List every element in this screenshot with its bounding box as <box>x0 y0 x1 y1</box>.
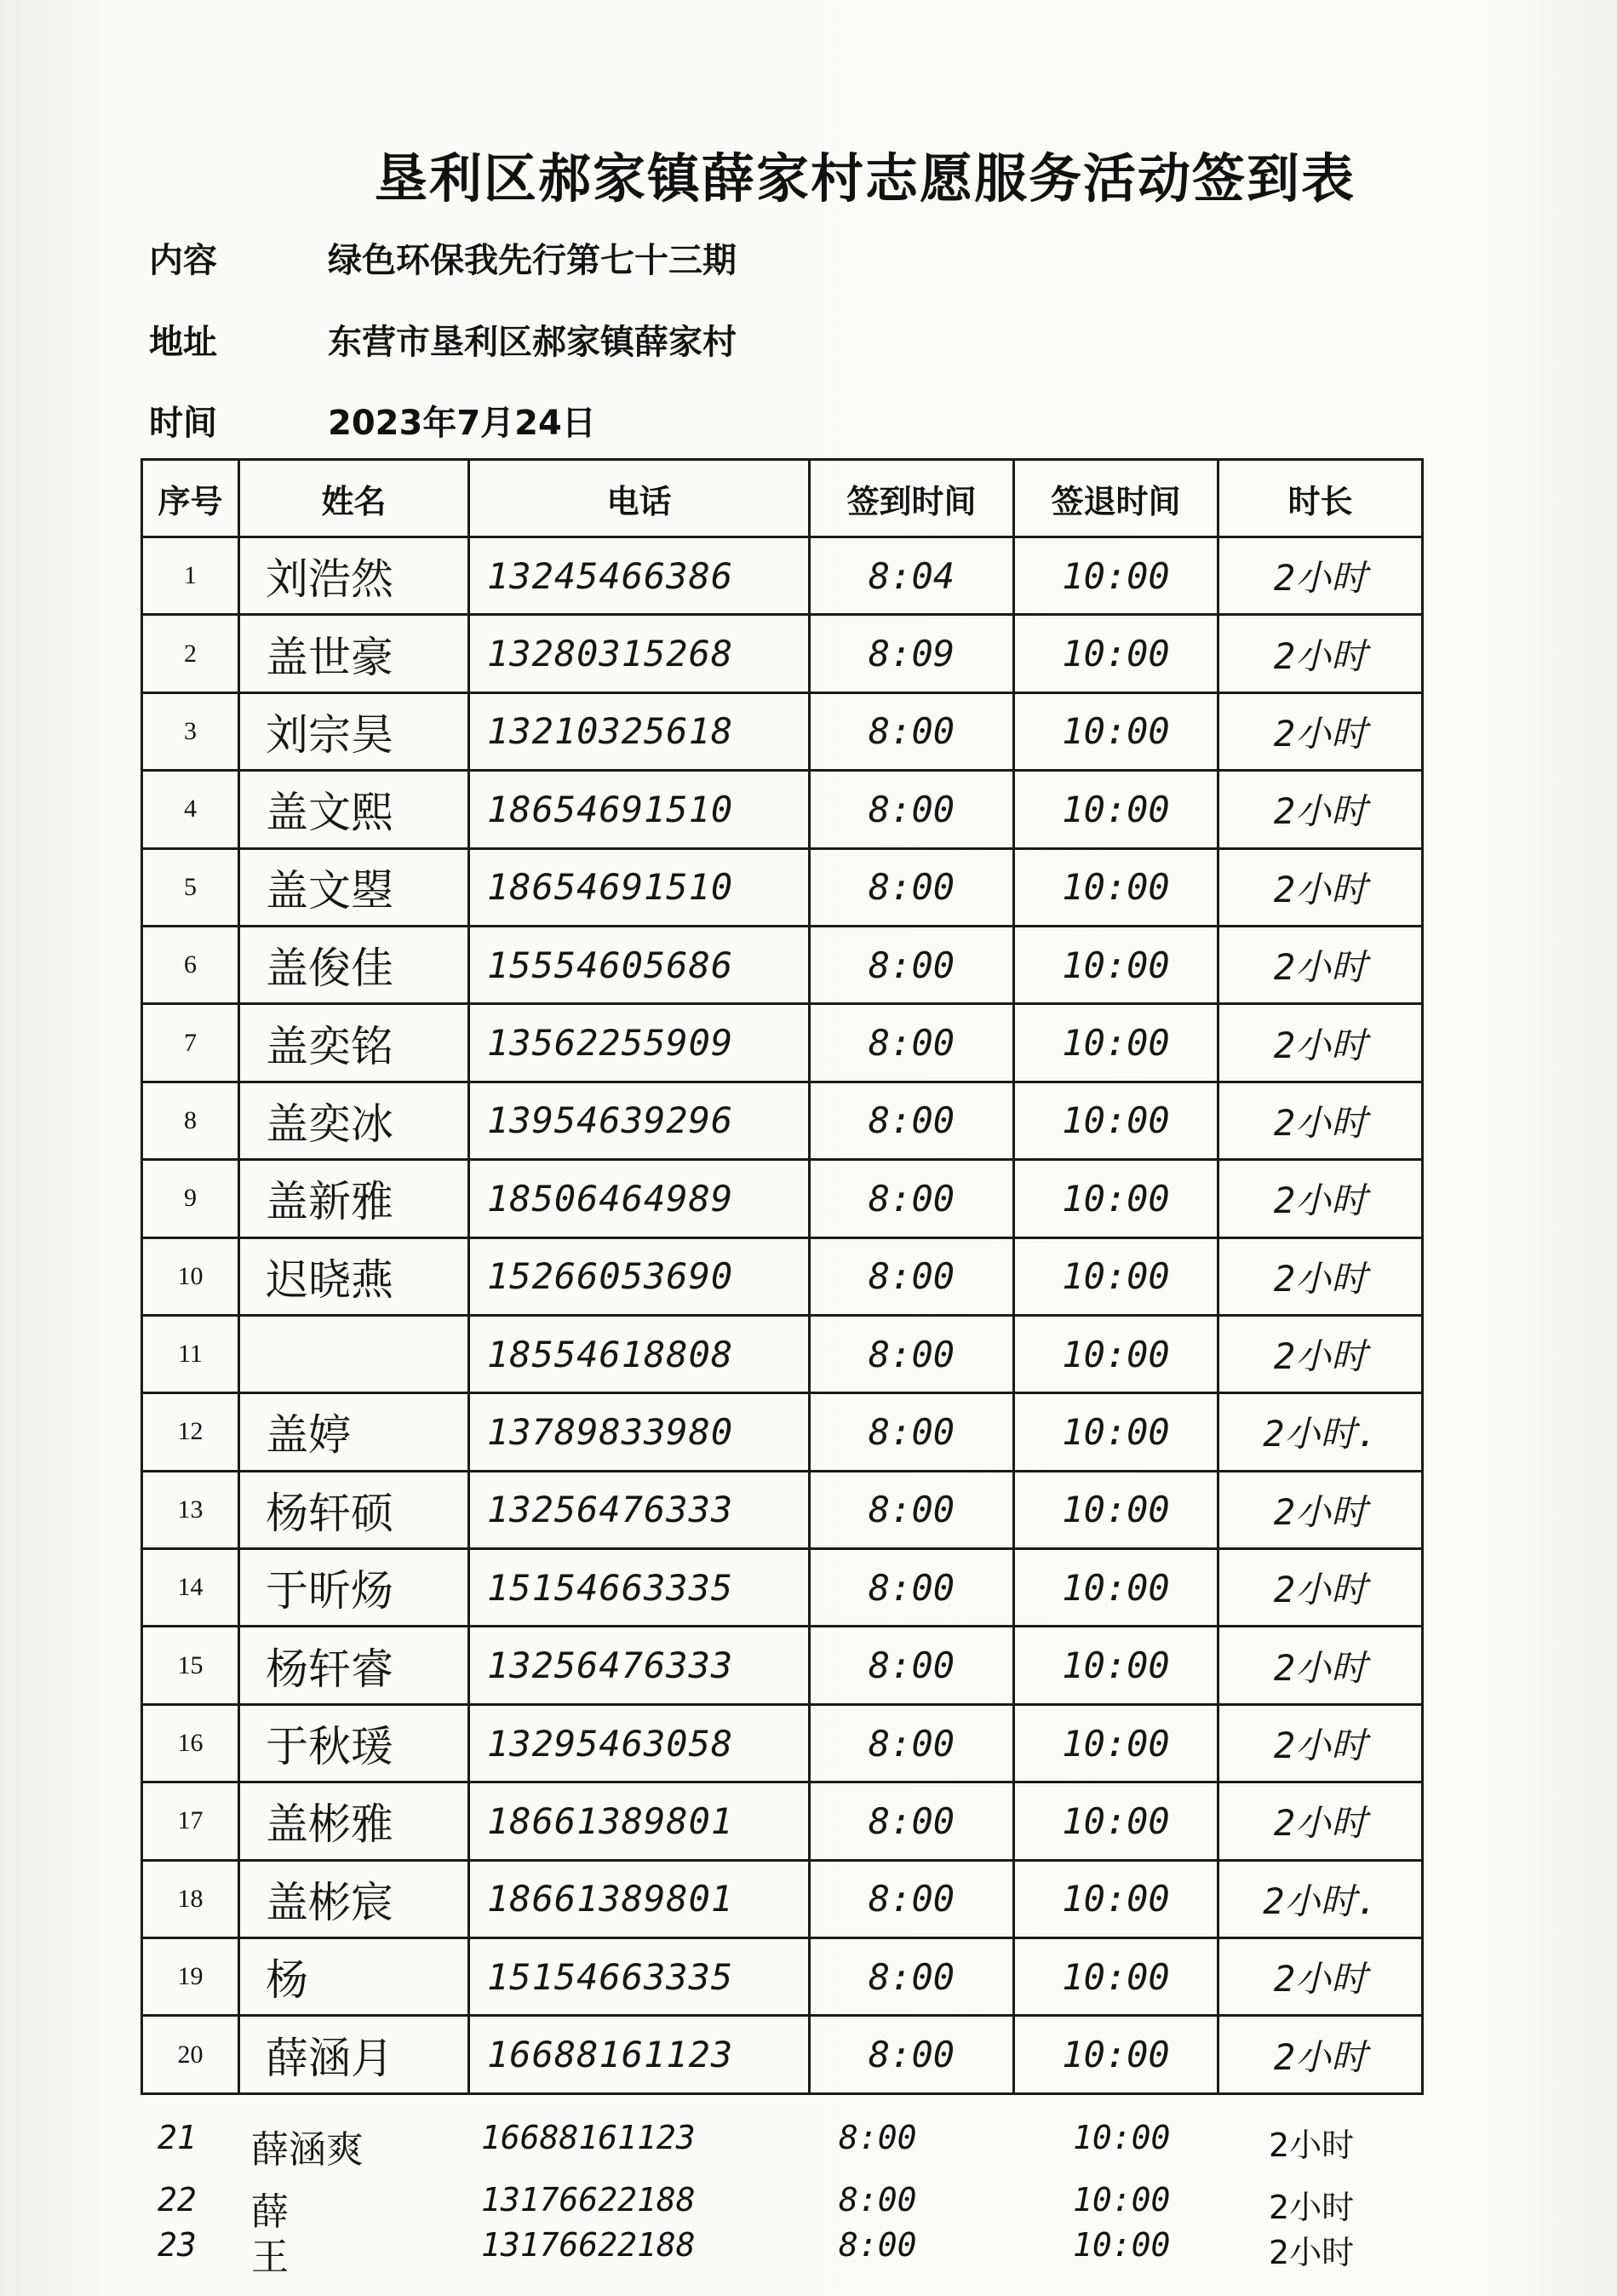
phone-number: 16688161123 <box>481 2119 696 2156</box>
sign-in-time: 8:00 <box>810 1004 1014 1082</box>
sign-in-time: 8:04 <box>810 537 1014 615</box>
phone-number: 13256476333 <box>469 1627 810 1704</box>
volunteer-name: 迟晓燕 <box>239 1237 469 1315</box>
phone-number: 13256476333 <box>469 1471 810 1548</box>
phone-number: 13176622188 <box>481 2181 696 2219</box>
sign-out-time: 10:00 <box>1014 1393 1218 1471</box>
table-row <box>142 1315 1423 1392</box>
table-row <box>142 1160 1423 1237</box>
volunteer-name: 盖俊佳 <box>239 926 469 1003</box>
duration: 2小时 <box>1218 1782 1423 1860</box>
meta-label-time: 时间 <box>149 404 217 443</box>
table-row <box>142 615 1423 692</box>
sign-out-time: 10:00 <box>1014 1237 1218 1315</box>
sign-out-time: 10:00 <box>1014 1549 1218 1627</box>
phone-number: 16688161123 <box>469 2016 810 2093</box>
meta-label-content: 内容 <box>149 241 217 280</box>
table-row <box>142 692 1423 770</box>
volunteer-name: 刘浩然 <box>239 537 469 615</box>
phone-number: 13280315268 <box>469 615 810 692</box>
sign-out-time: 10:00 <box>1014 848 1218 926</box>
sign-in-time: 8:00 <box>810 1938 1014 2016</box>
sign-in-time: 8:00 <box>810 1860 1014 1937</box>
sign-out-time: 10:00 <box>1014 1082 1218 1159</box>
sign-out-time: 10:00 <box>1014 1004 1218 1082</box>
phone-number: 15154663335 <box>469 1549 810 1627</box>
duration: 2小时 <box>1218 615 1423 692</box>
phone-number: 13245466386 <box>469 537 810 615</box>
duration: 2小时 <box>1218 926 1423 1003</box>
phone-number: 13295463058 <box>469 1704 810 1782</box>
table-row <box>142 1471 1423 1548</box>
row-number: 15 <box>142 1627 239 1704</box>
sign-out-time: 10:00 <box>1073 2226 1171 2264</box>
duration: 2小时. <box>1218 1860 1423 1937</box>
phone-number: 13562255909 <box>469 1004 810 1082</box>
table-row <box>142 1860 1423 1937</box>
row-number: 11 <box>142 1315 239 1392</box>
duration: 2小时 <box>1218 1704 1423 1782</box>
duration: 2小时 <box>1218 1082 1423 1159</box>
sign-in-time: 8:00 <box>810 1782 1014 1860</box>
duration: 2小时 <box>1218 1938 1423 2016</box>
table-row <box>142 537 1423 615</box>
sign-in-time: 8:00 <box>839 2226 917 2264</box>
table-header-row <box>142 460 1423 537</box>
sign-out-time: 10:00 <box>1014 1938 1218 2016</box>
sign-in-time: 8:00 <box>810 1315 1014 1392</box>
phone-number: 18661389801 <box>469 1860 810 1937</box>
volunteer-name: 刘宗昊 <box>239 692 469 770</box>
volunteer-name: 盖世豪 <box>239 615 469 692</box>
volunteer-name: 盖彬宸 <box>239 1860 469 1937</box>
duration: 2小时 <box>1218 1471 1423 1548</box>
table-row <box>142 1938 1423 2016</box>
sign-out-time: 10:00 <box>1014 1782 1218 1860</box>
table-row <box>142 1704 1423 1782</box>
table-row <box>142 1082 1423 1159</box>
sign-out-time: 10:00 <box>1014 2016 1218 2093</box>
table-row <box>142 1782 1423 1860</box>
row-number: 10 <box>142 1237 239 1315</box>
row-number: 6 <box>142 926 239 1003</box>
sign-in-time: 8:00 <box>810 1082 1014 1159</box>
phone-number: 13954639296 <box>469 1082 810 1159</box>
sign-in-time: 8:09 <box>810 615 1014 692</box>
sign-in-time: 8:00 <box>810 692 1014 770</box>
volunteer-name: 杨轩硕 <box>239 1471 469 1548</box>
phone-number: 18654691510 <box>469 848 810 926</box>
volunteer-name: 盖彬雅 <box>239 1782 469 1860</box>
volunteer-name: 盖奕冰 <box>239 1082 469 1159</box>
sign-in-time: 8:00 <box>810 1704 1014 1782</box>
phone-number: 18654691510 <box>469 771 810 848</box>
duration: 2小时 <box>1218 1549 1423 1627</box>
volunteer-name: 薛 <box>251 2190 289 2234</box>
row-number: 9 <box>142 1160 239 1237</box>
duration: 2小时 <box>1218 1004 1423 1082</box>
table-row <box>142 1627 1423 1704</box>
sign-in-time: 8:00 <box>810 1393 1014 1471</box>
duration: 2小时 <box>1218 1160 1423 1237</box>
duration: 2小时 <box>1218 1237 1423 1315</box>
meta-value-address: 东营市垦利区郝家镇薛家村 <box>328 323 737 362</box>
row-number: 2 <box>142 615 239 692</box>
sign-in-table <box>140 458 1424 2095</box>
sign-out-time: 10:00 <box>1014 615 1218 692</box>
volunteer-name: 盖婷 <box>239 1393 469 1471</box>
sign-in-time: 8:00 <box>810 926 1014 1003</box>
duration: 2小时 <box>1218 848 1423 926</box>
phone-number: 15554605686 <box>469 926 810 1003</box>
sign-in-time: 8:00 <box>839 2181 917 2219</box>
duration: 2小时 <box>1218 692 1423 770</box>
column-header: 签退时间 <box>1014 460 1218 537</box>
sign-in-time: 8:00 <box>810 1237 1014 1315</box>
phone-number: 13789833980 <box>469 1393 810 1471</box>
sign-out-time: 10:00 <box>1014 1471 1218 1548</box>
row-number: 4 <box>142 771 239 848</box>
duration: 2小时 <box>1269 2234 1355 2271</box>
handwritten-row <box>158 2181 1486 2234</box>
row-number: 7 <box>142 1004 239 1082</box>
duration: 2小时 <box>1269 2189 1355 2226</box>
volunteer-name: 王 <box>251 2236 289 2279</box>
volunteer-name: 薛涵爽 <box>251 2128 364 2172</box>
row-number: 16 <box>142 1704 239 1782</box>
row-number: 1 <box>142 537 239 615</box>
table-row <box>142 771 1423 848</box>
sign-out-time: 10:00 <box>1014 1627 1218 1704</box>
sign-out-time: 10:00 <box>1014 771 1218 848</box>
volunteer-name: 盖文曌 <box>239 848 469 926</box>
sign-in-time: 8:00 <box>810 771 1014 848</box>
handwritten-row <box>158 2226 1486 2279</box>
phone-number: 15266053690 <box>469 1237 810 1315</box>
table-row <box>142 2016 1423 2093</box>
sign-in-time: 8:00 <box>810 848 1014 926</box>
row-number: 21 <box>158 2119 197 2156</box>
sign-in-time: 8:00 <box>810 1160 1014 1237</box>
table-row <box>142 1237 1423 1315</box>
sign-out-time: 10:00 <box>1014 1315 1218 1392</box>
volunteer-name: 于昕炀 <box>239 1549 469 1627</box>
row-number: 18 <box>142 1860 239 1937</box>
sign-out-time: 10:00 <box>1014 1860 1218 1937</box>
phone-number: 13210325618 <box>469 692 810 770</box>
row-number: 14 <box>142 1549 239 1627</box>
table-row <box>142 1549 1423 1627</box>
volunteer-name: 杨 <box>239 1938 469 2016</box>
volunteer-name: 杨轩睿 <box>239 1627 469 1704</box>
row-number: 23 <box>158 2226 197 2264</box>
meta-label-address: 地址 <box>149 323 217 362</box>
sign-in-time: 8:00 <box>810 1549 1014 1627</box>
phone-number: 18661389801 <box>469 1782 810 1860</box>
meta-value-content: 绿色环保我先行第七十三期 <box>328 241 737 280</box>
sign-in-time: 8:00 <box>839 2119 917 2156</box>
duration: 2小时 <box>1218 1315 1423 1392</box>
meta-value-time: 2023年7月24日 <box>328 404 596 443</box>
duration: 2小时 <box>1269 2127 1355 2164</box>
column-header: 时长 <box>1218 460 1423 537</box>
duration: 2小时 <box>1218 1627 1423 1704</box>
sign-out-time: 10:00 <box>1014 926 1218 1003</box>
row-number: 22 <box>158 2181 197 2219</box>
column-header: 电话 <box>469 460 810 537</box>
column-header: 签到时间 <box>810 460 1014 537</box>
phone-number: 18506464989 <box>469 1160 810 1237</box>
volunteer-name: 盖奕铭 <box>239 1004 469 1082</box>
sign-out-time: 10:00 <box>1073 2119 1171 2156</box>
row-number: 13 <box>142 1471 239 1548</box>
phone-number: 18554618808 <box>469 1315 810 1392</box>
sign-out-time: 10:00 <box>1014 692 1218 770</box>
volunteer-name: 盖新雅 <box>239 1160 469 1237</box>
duration: 2小时 <box>1218 2016 1423 2093</box>
sign-out-time: 10:00 <box>1014 537 1218 615</box>
table-row <box>142 1004 1423 1082</box>
volunteer-name: 薛涵月 <box>239 2016 469 2093</box>
phone-number: 13176622188 <box>481 2226 696 2264</box>
sign-out-time: 10:00 <box>1014 1704 1218 1782</box>
row-number: 3 <box>142 692 239 770</box>
column-header: 姓名 <box>239 460 469 537</box>
phone-number: 15154663335 <box>469 1938 810 2016</box>
row-number: 17 <box>142 1782 239 1860</box>
volunteer-name: 盖文熙 <box>239 771 469 848</box>
duration: 2小时. <box>1218 1393 1423 1471</box>
table-row <box>142 1393 1423 1471</box>
row-number: 19 <box>142 1938 239 2016</box>
page-title: 垦利区郝家镇薛家村志愿服务活动签到表 <box>375 147 1356 210</box>
row-number: 8 <box>142 1082 239 1159</box>
handwritten-row <box>158 2119 1486 2172</box>
sign-in-time: 8:00 <box>810 1471 1014 1548</box>
row-number: 12 <box>142 1393 239 1471</box>
table-row <box>142 848 1423 926</box>
sign-in-time: 8:00 <box>810 1627 1014 1704</box>
sign-in-time: 8:00 <box>810 2016 1014 2093</box>
duration: 2小时 <box>1218 771 1423 848</box>
duration: 2小时 <box>1218 537 1423 615</box>
volunteer-name <box>239 1315 469 1392</box>
row-number: 5 <box>142 848 239 926</box>
sign-out-time: 10:00 <box>1073 2181 1171 2219</box>
volunteer-name: 于秋瑗 <box>239 1704 469 1782</box>
row-number: 20 <box>142 2016 239 2093</box>
sign-out-time: 10:00 <box>1014 1160 1218 1237</box>
column-header: 序号 <box>142 460 239 537</box>
table-row <box>142 926 1423 1003</box>
